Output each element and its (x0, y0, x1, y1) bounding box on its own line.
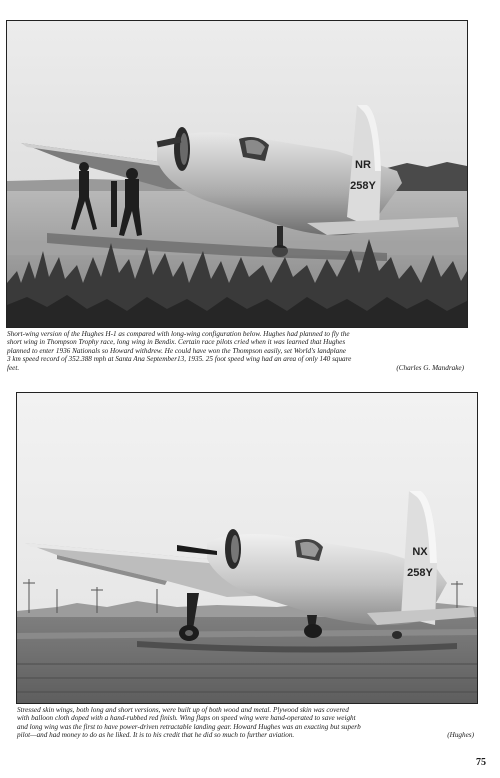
tail-registration-line-2: 258Y (407, 567, 433, 579)
caption-short-wing (7, 330, 464, 372)
tail-registration-line-1: NX (412, 546, 428, 558)
caption-line: Stressed skin wings, both long and short versions, were built up of both wood and metal. Plywood skin was covered (17, 706, 349, 714)
caption-line: pilot—and had money to do as he liked. It is to his credit that he did so much to further aviation. (17, 731, 295, 740)
caption-line: with balloon cloth doped with a hand-rubbed red finish. Wing flaps on speed wing were hand-operated to save weight (17, 714, 356, 723)
photo-short-wing-aircraft (6, 20, 468, 328)
page-number: 75 (476, 757, 486, 768)
caption-stressed-skin-wings (17, 706, 474, 740)
tail-registration-line-2: 258Y (350, 180, 376, 192)
caption-line: and long wing was the first to have power-driven retractable landing gear. Howard Hughes was an exacting but superb (17, 722, 361, 731)
caption-line: Short-wing version of the Hughes H-1 as compared with long-wing configuration below. Hughes had planned to fly the (7, 330, 350, 338)
photo-long-wing-aircraft (16, 392, 478, 704)
tail-registration-line-1: NR (355, 159, 371, 171)
photo-credit: (Hughes) (447, 731, 474, 740)
aircraft-photo-icon (7, 21, 467, 327)
photo-credit: (Charles G. Mandrake) (396, 363, 464, 372)
caption-line: short wing in Thompson Trophy race, long wing in Bendix. Certain race pilots cried when it was learned that Hughes (7, 338, 346, 347)
caption-line: 3 km speed record of 352.388 mph at Santa Ana September13, 1935. 25 foot speed wing had an area of only 140 square (7, 355, 352, 364)
aircraft-photo-icon (17, 393, 477, 703)
caption-line: planned to enter 1936 Nationals so Howard withdrew. He could have won the Thompson easily, set World's landplane (7, 346, 347, 355)
caption-line: feet. (7, 363, 20, 372)
